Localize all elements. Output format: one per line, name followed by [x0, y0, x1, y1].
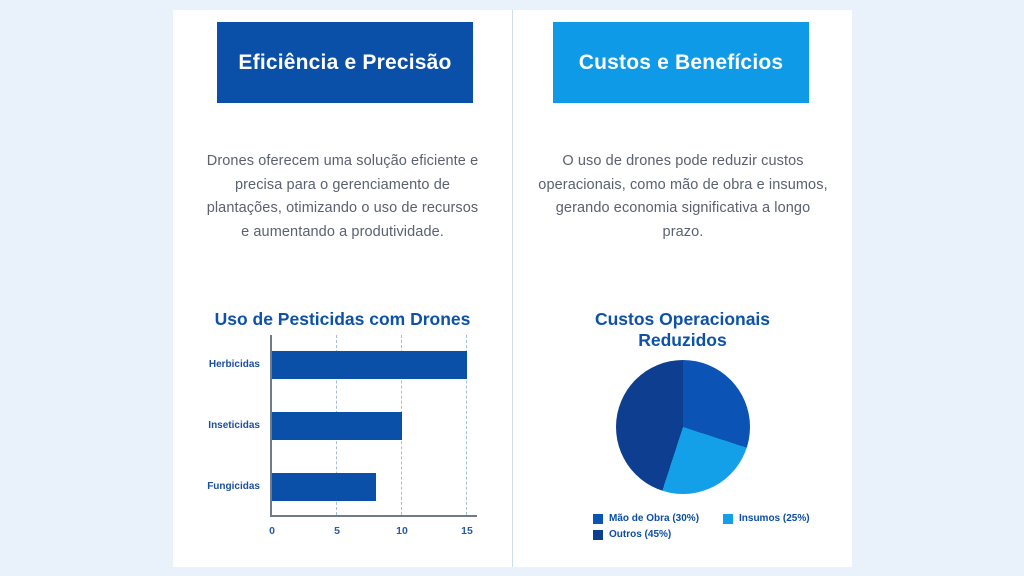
bar-chart-plot	[207, 335, 477, 537]
legend-label: Insumos (25%)	[739, 513, 810, 524]
bar-category-label: Inseticidas	[208, 420, 260, 431]
left-header-banner	[217, 22, 473, 103]
legend-item	[593, 513, 705, 524]
legend-label: Outros (45%)	[609, 529, 672, 540]
pie-chart	[616, 360, 750, 494]
bar	[272, 351, 467, 379]
legend-swatch	[593, 514, 603, 524]
legend-item	[593, 529, 705, 540]
legend-swatch	[593, 530, 603, 540]
pie-chart-title-text: Custos Operacionais Reduzidos	[594, 309, 771, 350]
right-column	[513, 10, 852, 567]
legend-item	[723, 513, 810, 524]
x-axis-tick-label: 5	[334, 525, 340, 537]
x-axis-tick-label: 10	[396, 525, 408, 537]
legend-swatch	[723, 514, 733, 524]
right-header-banner	[553, 22, 809, 103]
bar	[272, 473, 376, 501]
bar-chart-title	[173, 309, 512, 330]
bar	[272, 412, 402, 440]
content-card	[173, 10, 852, 567]
left-column	[173, 10, 512, 567]
right-paragraph: O uso de drones pode reduzir custos operacionais, como mão de obra e insumos, gerando economia significativa a longo prazo.	[538, 153, 828, 240]
right-header-title: Custos e Benefícios	[578, 50, 784, 74]
bar-category-label: Herbicidas	[208, 359, 260, 371]
bar-category-label: Fungicidas	[207, 480, 260, 492]
bar-chart-title-text: Uso de Pesticidas com Drones	[214, 309, 471, 329]
pie-chart-title	[513, 309, 852, 351]
x-axis-tick-label: 15	[461, 525, 473, 537]
left-header-title: Eficiência e Precisão	[238, 50, 452, 74]
left-paragraph: Drones oferecem uma solução eficiente e precisa para o gerenciamento de plantações, otimizando o uso de recursos e aumentando a produtividade.	[206, 153, 479, 240]
pie-legend	[593, 513, 810, 540]
legend-label: Mão de Obra (30%)	[609, 513, 700, 524]
x-axis-tick-label: 0	[269, 525, 275, 537]
